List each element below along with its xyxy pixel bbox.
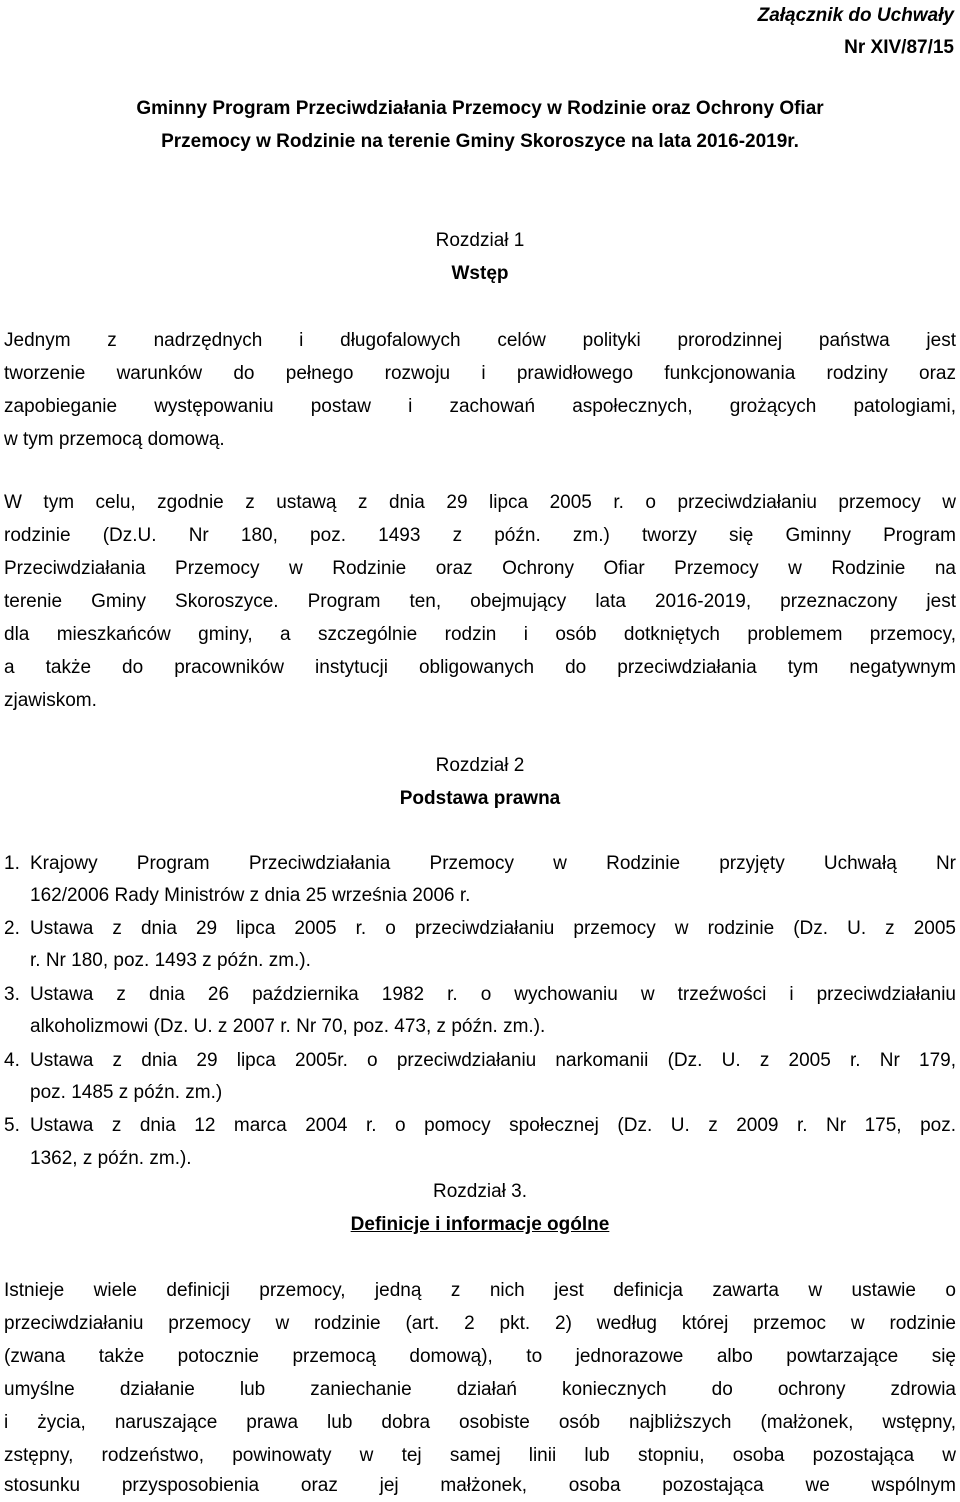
list-item-text: Ustawa z dnia 29 lipca 2005 r. o przeciwdziałaniu przemocy w rodzinie (Dz. U. z 2005 (30, 918, 956, 939)
list-item-text: Ustawa z dnia 26 października 1982 r. o wychowaniu w trzeźwości i przeciwdziałaniu (30, 984, 956, 1005)
paragraph-line: przeciwdziałaniu przemocy w rodzinie (art. 2 pkt. 2) według której przemoc w rodzinie (4, 1313, 956, 1334)
paragraph-line: terenie Gminy Skoroszyce. Program ten, obejmujący lata 2016-2019, przeznaczony jest (4, 591, 956, 612)
document-title-line-1: Gminny Program Przeciwdziałania Przemocy w Rodzinie oraz Ochrony Ofiar (136, 98, 824, 119)
chapter-3-heading: Definicje i informacje ogólne (350, 1214, 610, 1235)
paragraph-line: W tym celu, zgodnie z ustawą z dnia 29 lipca 2005 r. o przeciwdziałaniu przemocy w (4, 492, 956, 513)
paragraph-line: zapobieganie występowaniu postaw i zachowań aspołecznych, grożących patologiami, (4, 396, 956, 417)
paragraph-line: zjawiskom. (4, 690, 97, 711)
attachment-line-2: Nr XIV/87/15 (844, 37, 954, 58)
list-item-text: Krajowy Program Przeciwdziałania Przemocy w Rodzinie przyjęty Uchwałą Nr (30, 853, 956, 874)
attachment-line-1: Załącznik do Uchwały (757, 5, 954, 26)
list-item-continuation: 162/2006 Rady Ministrów z dnia 25 września 2006 r. (30, 885, 471, 906)
list-item-continuation: poz. 1485 z późn. zm.) (30, 1082, 223, 1103)
paragraph-line: i życia, naruszające prawa lub dobra osobiste osób najbliższych (małżonek, wstępny, (4, 1412, 956, 1433)
list-item-text: Ustawa z dnia 12 marca 2004 r. o pomocy społecznej (Dz. U. z 2009 r. Nr 175, poz. (30, 1115, 956, 1136)
chapter-2-heading: Podstawa prawna (399, 788, 561, 809)
paragraph-line: Jednym z nadrzędnych i długofalowych celów polityki prorodzinnej państwa jest (4, 330, 956, 351)
list-item-continuation: 1362, z późn. zm.). (30, 1148, 192, 1169)
document-title-line-2: Przemocy w Rodzinie na terenie Gminy Skoroszyce na lata 2016-2019r. (161, 131, 799, 152)
list-item (0, 979, 960, 1011)
list-item (0, 848, 960, 880)
chapter-3-label: Rozdział 3. (433, 1181, 527, 1202)
paragraph-line: zstępny, rodzeństwo, powinowaty w tej samej linii lub stopniu, osoba pozostająca w (4, 1445, 956, 1466)
paragraph-line: Przeciwdziałania Przemocy w Rodzinie oraz Ochrony Ofiar Przemocy w Rodzinie na (4, 558, 956, 579)
list-item (0, 1110, 960, 1142)
paragraph-line: dla mieszkańców gminy, a szczególnie rodzin i osób dotkniętych problemem przemocy, (4, 624, 956, 645)
paragraph-line: rodzinie (Dz.U. Nr 180, poz. 1493 z późn. zm.) tworzy się Gminny Program (4, 525, 956, 546)
list-item-number: 1. (4, 853, 20, 874)
paragraph-line: w tym przemocą domową. (4, 429, 225, 450)
chapter-1-heading: Wstęp (451, 263, 509, 284)
list-item (0, 1045, 960, 1077)
paragraph-line: a także do pracowników instytucji obligowanych do przeciwdziałania tym negatywnym (4, 657, 956, 678)
chapter-2-label: Rozdział 2 (435, 755, 525, 776)
list-item-continuation: r. Nr 180, poz. 1493 z późn. zm.). (30, 950, 311, 971)
paragraph-line: stosunku przysposobienia oraz jej małżonek, osoba pozostająca we wspólnym (4, 1475, 956, 1496)
paragraph-line: Istnieje wiele definicji przemocy, jedną z nich jest definicja zawarta w ustawie o (4, 1280, 956, 1301)
chapter-1-label: Rozdział 1 (435, 230, 525, 251)
paragraph-line: tworzenie warunków do pełnego rozwoju i prawidłowego funkcjonowania rodziny oraz (4, 363, 956, 384)
list-item-number: 5. (4, 1115, 20, 1136)
list-item-text: Ustawa z dnia 29 lipca 2005r. o przeciwdziałaniu narkomanii (Dz. U. z 2005 r. Nr 179, (30, 1050, 956, 1071)
list-item-number: 2. (4, 918, 20, 939)
list-item-number: 3. (4, 984, 20, 1005)
list-item-number: 4. (4, 1050, 20, 1071)
list-item-continuation: alkoholizmowi (Dz. U. z 2007 r. Nr 70, poz. 473, z późn. zm.). (30, 1016, 546, 1037)
list-item (0, 913, 960, 945)
paragraph-line: umyślne działanie lub zaniechanie działań koniecznych do ochrony zdrowia (4, 1379, 956, 1400)
paragraph-line: (zwana także potocznie przemocą domową), to jednorazowe albo powtarzające się (4, 1346, 956, 1367)
